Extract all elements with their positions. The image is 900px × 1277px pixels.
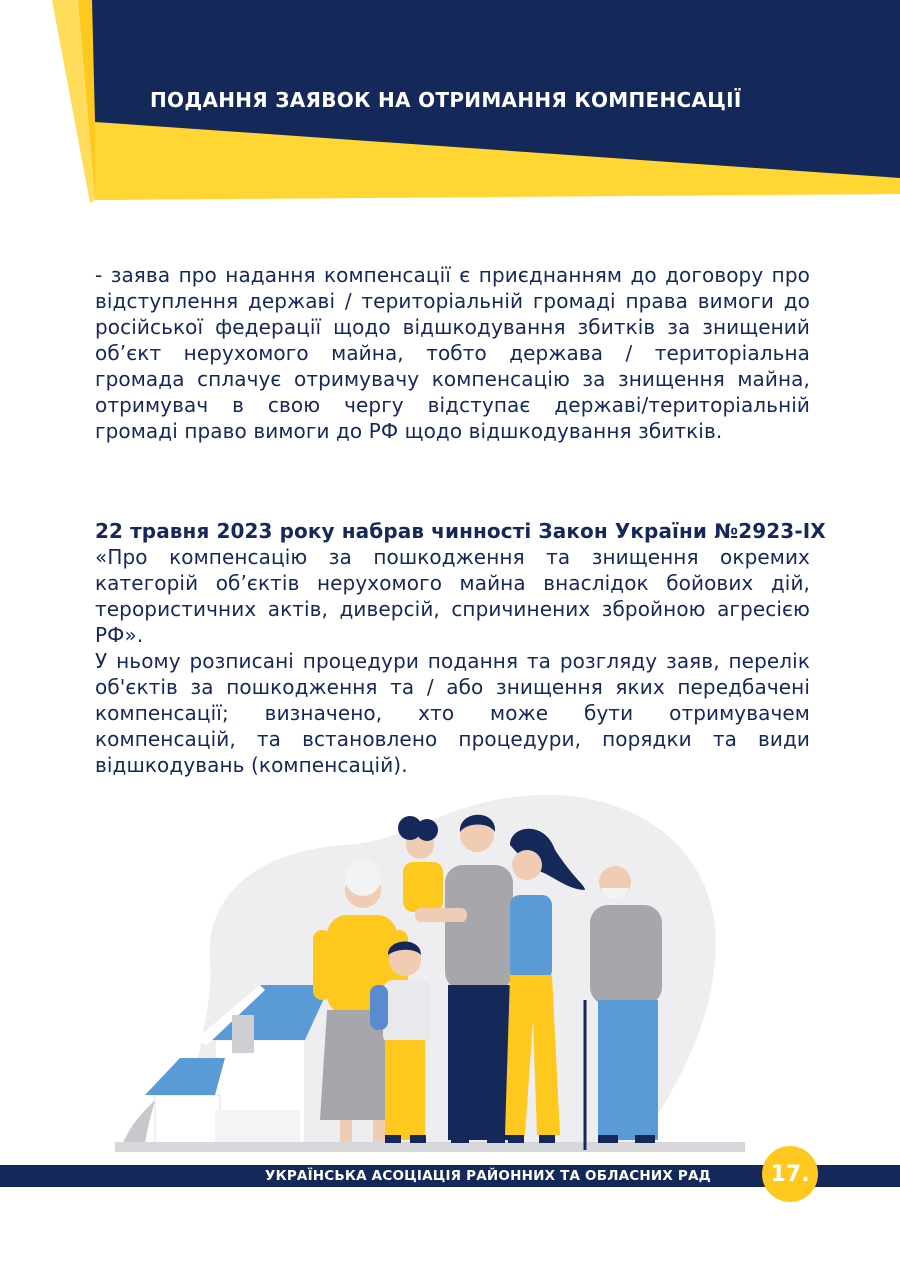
family-house-illustration bbox=[115, 790, 745, 1160]
page-title: ПОДАННЯ ЗАЯВОК НА ОТРИМАННЯ КОМПЕНСАЦІЇ bbox=[150, 88, 742, 112]
house-icon bbox=[145, 985, 330, 1150]
page-number-badge bbox=[762, 1146, 818, 1202]
law-section bbox=[95, 518, 826, 778]
paragraph-assignment: - заява про надання компенсації є приєднанням до договору про відступлення державі / територіальній громаді права вимоги до російської федерації щодо відшкодування збитків за знищений об’єкт нерухомого майна, тобто держава / територіальна громада сплачує отримувачу компенсацію за знищення майна, отримувач в свою чергу відступає державі/територіальній громаді право вимоги до РФ щодо відшкодування збитків. bbox=[95, 263, 810, 443]
law-title: «Про компенсацію за пошкодження та знищення окремих категорій об’єктів нерухомого майна внаслідок бойових дій, терористичних актів, диверсій, спричинених збройною агресією РФ». bbox=[95, 545, 810, 647]
law-heading: 22 травня 2023 року набрав чинності Закон України №2923-IX bbox=[95, 519, 826, 543]
ground bbox=[115, 1142, 745, 1152]
page-number: 17. bbox=[770, 1161, 810, 1187]
footer-organization: УКРАЇНСЬКА АСОЦІАЦІЯ РАЙОННИХ ТА ОБЛАСНИХ РАД bbox=[265, 1168, 711, 1184]
paragraph-procedures: У ньому розписані процедури подання та розгляду заяв, перелік об'єктів за пошкодження та / або знищення яких передбачені компенсації; визначено, хто може бути отримувачем компенсацій, та встановлено процедури, порядки та види відшкодувань (компенсацій). bbox=[95, 649, 810, 777]
